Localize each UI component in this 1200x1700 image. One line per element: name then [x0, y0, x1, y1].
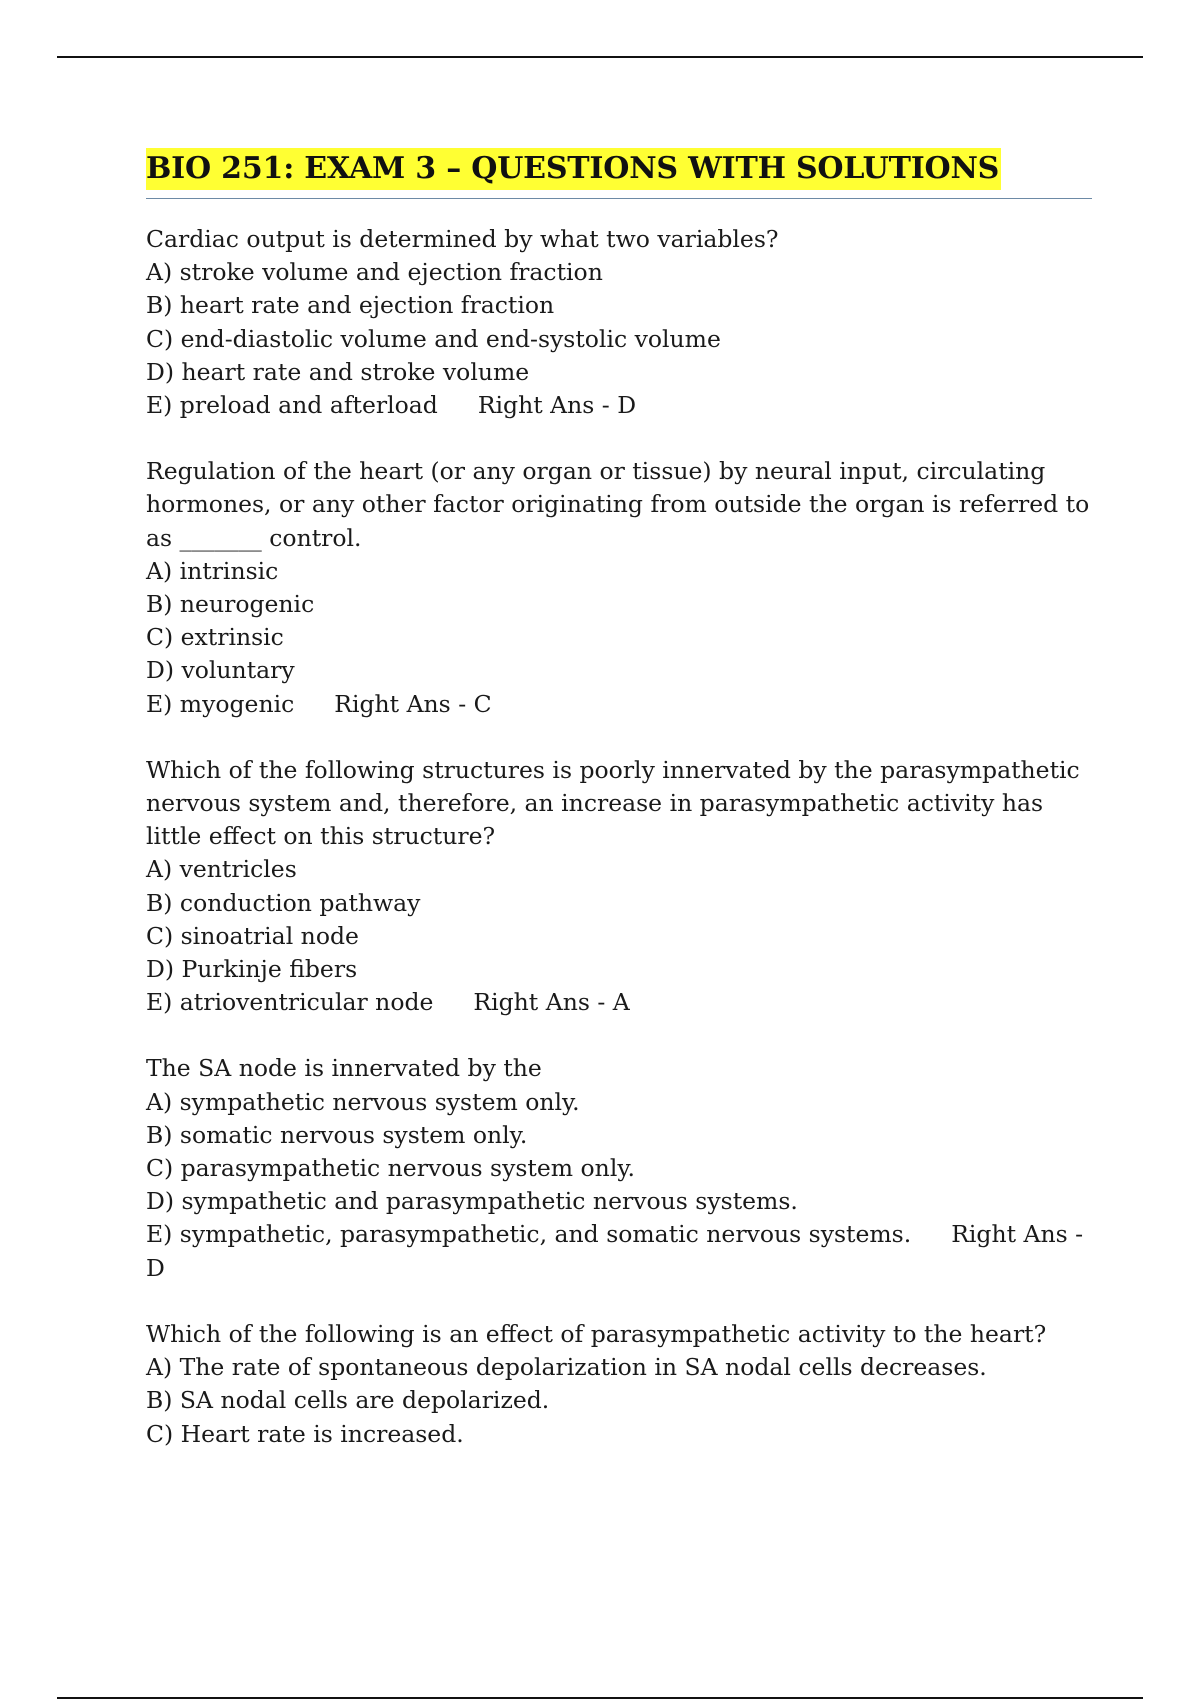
option-a: A) sympathetic nervous system only. [146, 1087, 580, 1116]
question-text: Regulation of the heart (or any organ or tissue) by neural input, circulating hormones, or any other factor originating from outside the organ is referred to as _______ control. [146, 457, 1090, 552]
option-e-with-answer [146, 1218, 1092, 1251]
option-a: A) The rate of spontaneous depolarization in SA nodal cells decreases. [146, 1353, 987, 1382]
option-a: A) ventricles [146, 855, 297, 884]
option-a: A) stroke volume and ejection fraction [146, 258, 603, 287]
option-e: E) preload and afterload [146, 391, 438, 420]
question-text: Which of the following structures is poorly innervated by the parasympathetic nervous system and, therefore, an increase in parasympathetic activity has little effect on this structure? [146, 755, 1080, 851]
option-d: D) heart rate and stroke volume [146, 357, 530, 386]
option-d: D) Purkinje fibers [146, 955, 358, 984]
right-answer: Right Ans - [951, 1220, 1084, 1249]
option-b: B) somatic nervous system only. [146, 1120, 528, 1149]
question-5 [146, 1318, 1092, 1451]
page-top-rule [57, 56, 1143, 58]
right-answer-continued: D [146, 1253, 165, 1282]
option-e-with-answer [146, 389, 1092, 422]
option-b: B) heart rate and ejection fraction [146, 291, 555, 320]
option-d: D) voluntary [146, 656, 295, 685]
option-e: E) atrioventricular node [146, 988, 434, 1017]
option-d: D) sympathetic and parasympathetic nervous systems. [146, 1187, 798, 1216]
right-answer: Right Ans - C [334, 689, 492, 718]
question-4 [146, 1052, 1092, 1284]
option-e: E) myogenic [146, 689, 295, 718]
title-block [146, 148, 1092, 199]
option-a: A) intrinsic [146, 556, 279, 585]
page-bottom-rule [57, 1697, 1143, 1699]
question-text: Cardiac output is determined by what two variables? [146, 225, 779, 253]
question-2 [146, 455, 1092, 721]
option-e-with-answer [146, 688, 1092, 721]
option-c: C) sinoatrial node [146, 921, 359, 950]
option-e-with-answer [146, 986, 1092, 1019]
option-e: E) sympathetic, parasympathetic, and somatic nervous systems. [146, 1220, 912, 1249]
document-title: BIO 251: EXAM 3 – QUESTIONS WITH SOLUTIONS [146, 148, 1001, 190]
question-3 [146, 754, 1092, 1020]
option-b: B) neurogenic [146, 590, 315, 619]
question-1 [146, 223, 1092, 422]
right-answer: Right Ans - D [477, 391, 637, 420]
right-answer: Right Ans - A [473, 988, 630, 1017]
option-c: C) parasympathetic nervous system only. [146, 1154, 635, 1183]
option-b: B) SA nodal cells are depolarized. [146, 1386, 550, 1415]
document-body [146, 148, 1092, 1484]
question-text: Which of the following is an effect of parasympathetic activity to the heart? [146, 1319, 1047, 1348]
option-c: C) extrinsic [146, 623, 284, 652]
option-c: C) Heart rate is increased. [146, 1419, 464, 1448]
option-c: C) end-diastolic volume and end-systolic volume [146, 324, 721, 353]
option-b: B) conduction pathway [146, 888, 421, 917]
question-text: The SA node is innervated by the [146, 1054, 542, 1083]
